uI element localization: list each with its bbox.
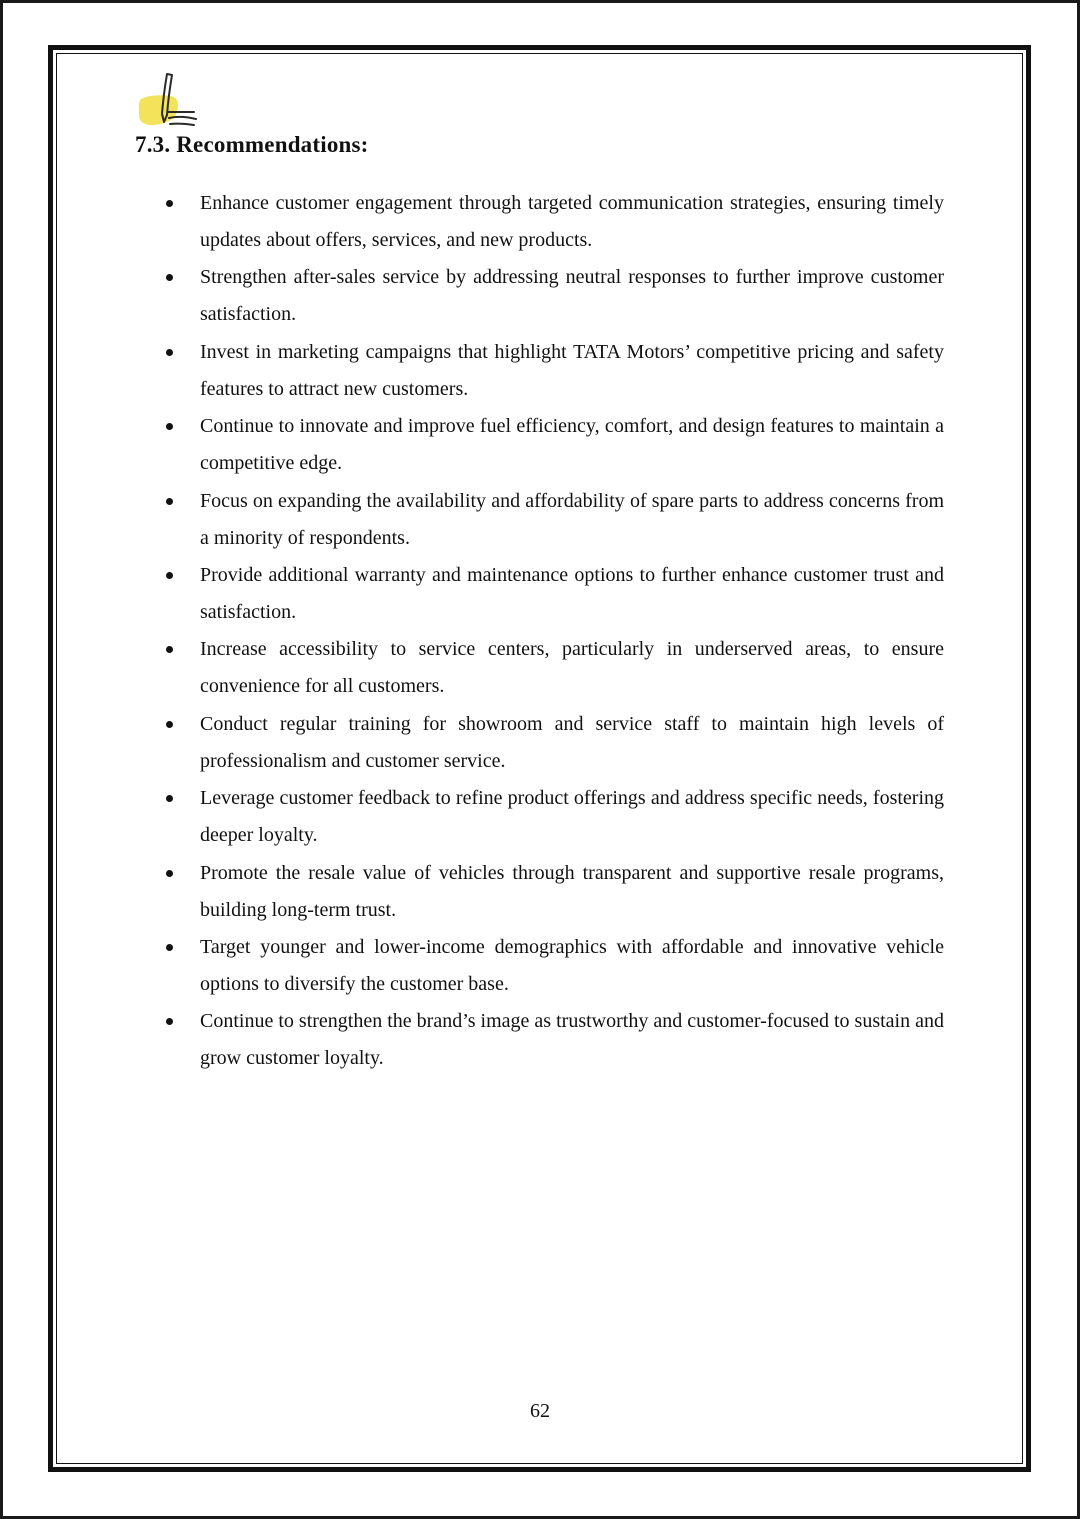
- bullet-icon: [166, 870, 173, 877]
- list-item: [0, 929, 1080, 1003]
- recommendation-text: Continue to innovate and improve fuel efficiency, comfort, and design features to maintain a competitive edge.: [200, 415, 944, 475]
- recommendation-text: Leverage customer feedback to refine product offerings and address specific needs, fostering deeper loyalty.: [200, 787, 944, 847]
- bullet-icon: [166, 1018, 173, 1025]
- list-item: [0, 706, 1080, 780]
- recommendation-text: Promote the resale value of vehicles through transparent and supportive resale programs, building long-term trust.: [200, 861, 944, 921]
- bullet-icon: [166, 423, 173, 430]
- recommendation-text: Target younger and lower-income demographics with affordable and innovative vehicle options to diversify the customer base.: [200, 935, 944, 995]
- list-item: [0, 557, 1080, 631]
- notepad-pen-icon: [134, 70, 202, 132]
- list-item: [0, 483, 1080, 557]
- recommendation-text: Conduct regular training for showroom and service staff to maintain high levels of professionalism and customer service.: [200, 712, 944, 772]
- page-number: 62: [530, 1400, 550, 1422]
- bullet-icon: [166, 200, 173, 207]
- recommendation-text: Provide additional warranty and maintenance options to further enhance customer trust and satisfaction.: [200, 563, 944, 623]
- list-item: [0, 334, 1080, 408]
- list-item: [0, 408, 1080, 482]
- bullet-icon: [166, 572, 173, 579]
- bullet-icon: [166, 646, 173, 653]
- recommendation-text: Focus on expanding the availability and affordability of spare parts to address concerns from a minority of respondents.: [200, 489, 944, 549]
- list-item: [0, 631, 1080, 705]
- bullet-icon: [166, 795, 173, 802]
- bullet-icon: [166, 498, 173, 505]
- bullet-icon: [166, 274, 173, 281]
- list-item: [0, 259, 1080, 333]
- bullet-icon: [166, 944, 173, 951]
- recommendation-text: Invest in marketing campaigns that highlight TATA Motors’ competitive pricing and safety features to attract new customers.: [200, 340, 944, 400]
- recommendation-text: Continue to strengthen the brand’s image as trustworthy and customer-focused to sustain and grow customer loyalty.: [200, 1010, 944, 1070]
- list-item: [0, 855, 1080, 929]
- bullet-icon: [166, 349, 173, 356]
- list-item: [0, 185, 1080, 259]
- list-item: [0, 780, 1080, 854]
- recommendation-text: Strengthen after-sales service by addressing neutral responses to further improve customer satisfaction.: [200, 266, 944, 326]
- recommendation-text: Increase accessibility to service centers, particularly in underserved areas, to ensure convenience for all customers.: [200, 638, 944, 698]
- recommendation-text: Enhance customer engagement through targeted communication strategies, ensuring timely updates about offers, services, and new products.: [200, 192, 944, 251]
- section-heading: 7.3. Recommendations:: [135, 132, 369, 157]
- bullet-icon: [166, 721, 173, 728]
- list-item: [0, 1003, 1080, 1077]
- recommendations-list: [0, 185, 1080, 1078]
